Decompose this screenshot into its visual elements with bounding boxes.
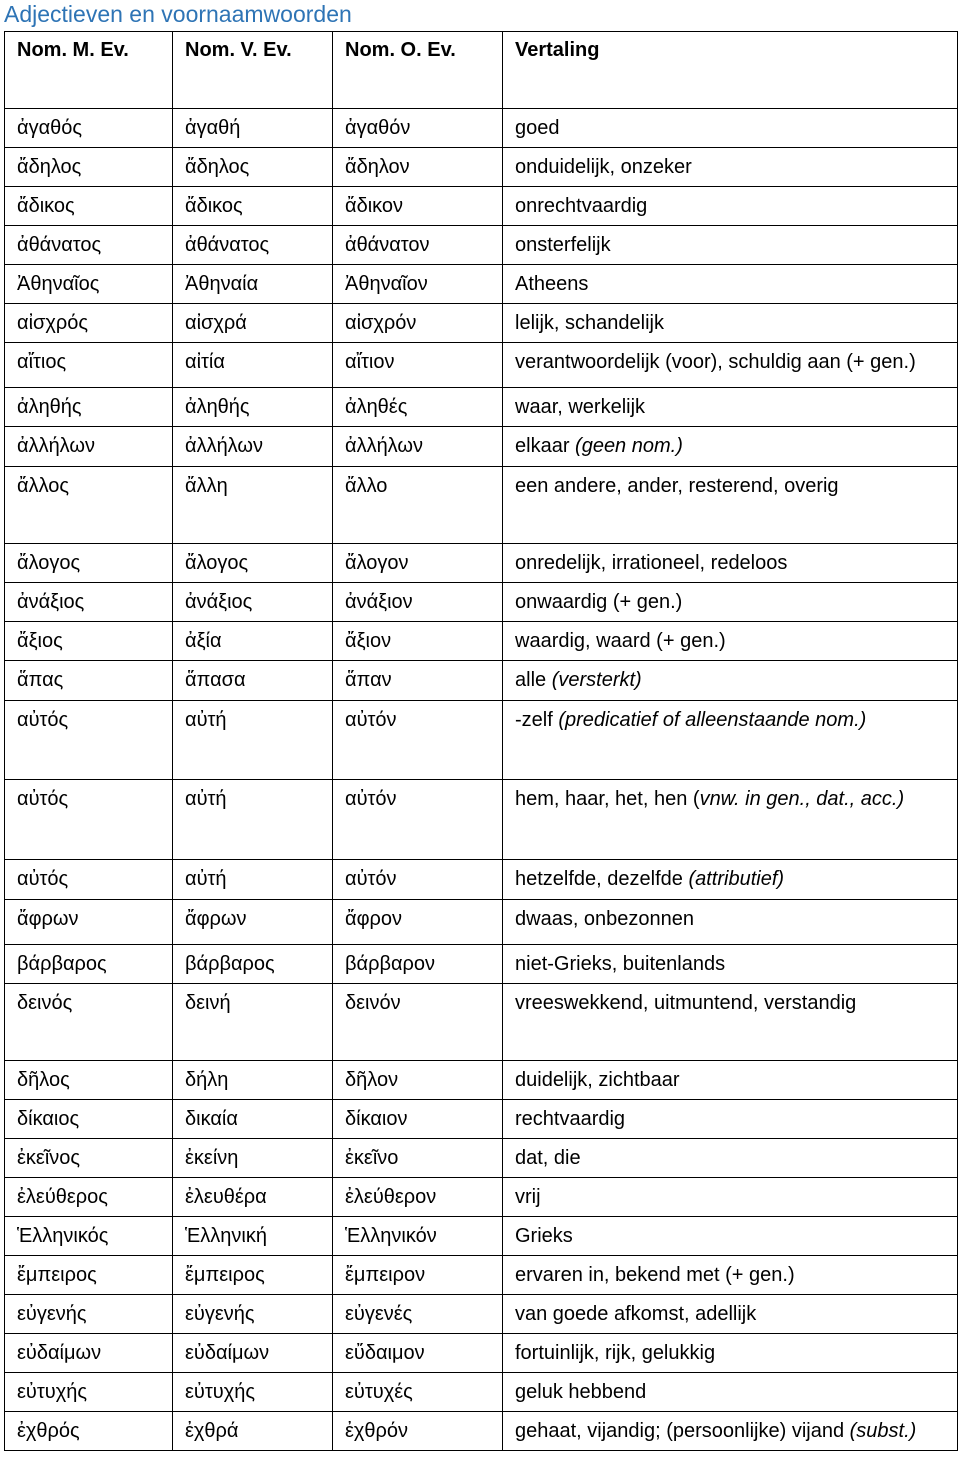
cell-neut: ἀλλήλων	[333, 427, 503, 467]
cell-masc: ἀλλήλων	[5, 427, 173, 467]
cell-fem: ἄδικος	[173, 187, 333, 226]
translation-text: waar, werkelijk	[515, 396, 646, 418]
cell-neut: βάρβαρον	[333, 945, 503, 984]
table-row	[5, 226, 958, 265]
cell-fem: ἄδηλος	[173, 148, 333, 187]
cell-translation	[503, 1100, 958, 1139]
cell-masc: εὐτυχής	[5, 1373, 173, 1412]
cell-masc: εὐγενής	[5, 1295, 173, 1334]
cell-translation	[503, 226, 958, 265]
header-translation: Vertaling	[503, 32, 958, 109]
cell-fem: ἀξία	[173, 622, 333, 661]
cell-translation	[503, 1334, 958, 1373]
table-row	[5, 622, 958, 661]
cell-fem: εὐτυχής	[173, 1373, 333, 1412]
cell-masc: αὐτός	[5, 780, 173, 860]
cell-fem: ἐχθρά	[173, 1412, 333, 1451]
cell-masc: ἅπας	[5, 661, 173, 701]
translation-text: niet-Grieks, buitenlands	[515, 953, 726, 975]
table-row	[5, 1412, 958, 1451]
cell-translation	[503, 1217, 958, 1256]
table-row	[5, 1061, 958, 1100]
cell-masc: δίκαιος	[5, 1100, 173, 1139]
cell-fem: ἀγαθή	[173, 109, 333, 148]
cell-masc: ἄλλος	[5, 467, 173, 544]
cell-masc: ἄξιος	[5, 622, 173, 661]
cell-neut: εὐτυχές	[333, 1373, 503, 1412]
cell-neut: ἀγαθόν	[333, 109, 503, 148]
cell-neut: Ἀθηναῖον	[333, 265, 503, 304]
table-row	[5, 701, 958, 780]
cell-translation	[503, 984, 958, 1061]
translation-note: vnw. in gen., dat., acc.)	[699, 788, 905, 810]
cell-neut: ἐχθρόν	[333, 1412, 503, 1451]
table-row	[5, 467, 958, 544]
cell-neut: ἐλεύθερον	[333, 1178, 503, 1217]
cell-fem: ἀθάνατος	[173, 226, 333, 265]
table-row	[5, 304, 958, 343]
translation-text: -zelf	[515, 709, 559, 731]
cell-masc: αὐτός	[5, 860, 173, 900]
cell-neut: αἰσχρόν	[333, 304, 503, 343]
translation-text: onsterfelijk	[515, 234, 611, 256]
cell-masc: ἐχθρός	[5, 1412, 173, 1451]
cell-fem: ἄλλη	[173, 467, 333, 544]
cell-translation	[503, 467, 958, 544]
cell-fem: ἄλογος	[173, 544, 333, 583]
cell-fem: ἐκείνη	[173, 1139, 333, 1178]
cell-masc: ἔμπειρος	[5, 1256, 173, 1295]
translation-text: onwaardig (+ gen.)	[515, 591, 683, 613]
header-fem: Nom. V. Ev.	[173, 32, 333, 109]
cell-fem: ἅπασα	[173, 661, 333, 701]
table-row	[5, 780, 958, 860]
header-neut: Nom. O. Ev.	[333, 32, 503, 109]
translation-note: (geen nom.)	[575, 435, 683, 457]
cell-masc: ἄδικος	[5, 187, 173, 226]
translation-text: onrechtvaardig	[515, 195, 648, 217]
cell-translation	[503, 945, 958, 984]
table-row	[5, 1139, 958, 1178]
table-row	[5, 1373, 958, 1412]
cell-translation	[503, 148, 958, 187]
cell-masc: εὐδαίμων	[5, 1334, 173, 1373]
cell-fem: ἀληθής	[173, 388, 333, 427]
translation-note: (versterkt)	[551, 669, 642, 691]
cell-translation	[503, 1295, 958, 1334]
cell-neut: ἄλογον	[333, 544, 503, 583]
translation-text: goed	[515, 117, 560, 139]
translation-text: Grieks	[515, 1225, 573, 1247]
cell-neut: ἄφρον	[333, 900, 503, 945]
cell-masc: δῆλος	[5, 1061, 173, 1100]
cell-neut: δῆλον	[333, 1061, 503, 1100]
translation-text: elkaar	[515, 435, 576, 457]
cell-neut: ἅπαν	[333, 661, 503, 701]
cell-masc: ἄφρων	[5, 900, 173, 945]
cell-masc: ἀληθής	[5, 388, 173, 427]
cell-translation	[503, 427, 958, 467]
translation-text: van goede afkomst, adellijk	[515, 1303, 757, 1325]
table-row	[5, 1100, 958, 1139]
translation-note: (predicatief of alleenstaande nom.)	[558, 709, 867, 731]
translation-text: geluk hebbend	[515, 1381, 647, 1403]
cell-neut: αἴτιον	[333, 343, 503, 388]
cell-translation	[503, 780, 958, 860]
cell-fem: εὐγενής	[173, 1295, 333, 1334]
cell-masc: ἄδηλος	[5, 148, 173, 187]
cell-masc: αὐτός	[5, 701, 173, 780]
table-row	[5, 661, 958, 701]
table-row	[5, 544, 958, 583]
table-row	[5, 1178, 958, 1217]
translation-text: dwaas, onbezonnen	[515, 908, 695, 930]
table-row	[5, 187, 958, 226]
cell-neut: αὐτόν	[333, 780, 503, 860]
cell-fem: βάρβαρος	[173, 945, 333, 984]
cell-masc: Ἀθηναῖος	[5, 265, 173, 304]
cell-fem: αὐτή	[173, 780, 333, 860]
cell-fem: Ἑλληνική	[173, 1217, 333, 1256]
cell-neut: ἄξιον	[333, 622, 503, 661]
cell-fem: ἄφρων	[173, 900, 333, 945]
cell-translation	[503, 1373, 958, 1412]
table-row	[5, 583, 958, 622]
translation-text: rechtvaardig	[515, 1108, 626, 1130]
cell-neut: ἄδικον	[333, 187, 503, 226]
translation-text: dat, die	[515, 1147, 581, 1169]
cell-fem: ἀλλήλων	[173, 427, 333, 467]
cell-masc: αἴτιος	[5, 343, 173, 388]
cell-fem: ἐλευθέρα	[173, 1178, 333, 1217]
cell-neut: ἄδηλον	[333, 148, 503, 187]
translation-text: onredelijk, irrationeel, redeloos	[515, 552, 788, 574]
cell-neut: ἔμπειρον	[333, 1256, 503, 1295]
table-row	[5, 148, 958, 187]
cell-neut: αὐτόν	[333, 860, 503, 900]
page-title: Adjectieven en voornaamwoorden	[4, 1, 352, 27]
cell-translation	[503, 860, 958, 900]
table-row	[5, 265, 958, 304]
cell-translation	[503, 1139, 958, 1178]
translation-text: lelijk, schandelijk	[515, 312, 664, 334]
cell-translation	[503, 701, 958, 780]
translation-text: ervaren in, bekend met (+ gen.)	[515, 1264, 795, 1286]
translation-text: vrij	[515, 1186, 541, 1208]
cell-translation	[503, 1061, 958, 1100]
cell-neut: ἀθάνατον	[333, 226, 503, 265]
table-row	[5, 1334, 958, 1373]
header-row	[5, 32, 958, 109]
table-row	[5, 945, 958, 984]
cell-translation	[503, 343, 958, 388]
table-row	[5, 427, 958, 467]
cell-neut: ἀνάξιον	[333, 583, 503, 622]
cell-fem: ἀνάξιος	[173, 583, 333, 622]
translation-note: (attributief)	[688, 868, 785, 890]
translation-text: een andere, ander, resterend, overig	[515, 475, 839, 497]
translation-note: (subst.)	[849, 1420, 917, 1442]
table-row	[5, 1217, 958, 1256]
table-row	[5, 1295, 958, 1334]
table-row	[5, 900, 958, 945]
table-row	[5, 860, 958, 900]
translation-text: gehaat, vijandig; (persoonlijke) vijand	[515, 1420, 850, 1442]
cell-translation	[503, 1178, 958, 1217]
cell-fem: αἰτία	[173, 343, 333, 388]
cell-neut: ἄλλο	[333, 467, 503, 544]
translation-text: hem, haar, het, hen (	[515, 788, 700, 810]
cell-translation	[503, 1256, 958, 1295]
translation-text: hetzelfde, dezelfde	[515, 868, 689, 890]
translation-text: Atheens	[515, 273, 589, 295]
cell-neut: δεινόν	[333, 984, 503, 1061]
cell-masc: ἐλεύθερος	[5, 1178, 173, 1217]
cell-fem: εὐδαίμων	[173, 1334, 333, 1373]
cell-fem: Ἀθηναία	[173, 265, 333, 304]
table-row	[5, 343, 958, 388]
cell-masc: ἐκεῖνος	[5, 1139, 173, 1178]
cell-translation	[503, 544, 958, 583]
cell-masc: βάρβαρος	[5, 945, 173, 984]
translation-text: waardig, waard (+ gen.)	[515, 630, 726, 652]
cell-fem: δικαία	[173, 1100, 333, 1139]
cell-masc: δεινός	[5, 984, 173, 1061]
translation-text: verantwoordelijk (voor), schuldig aan (+ gen.)	[515, 351, 916, 373]
cell-translation	[503, 304, 958, 343]
cell-fem: αἰσχρά	[173, 304, 333, 343]
cell-masc: ἀνάξιος	[5, 583, 173, 622]
cell-masc: ἀθάνατος	[5, 226, 173, 265]
cell-neut: ἀληθές	[333, 388, 503, 427]
cell-fem: δεινή	[173, 984, 333, 1061]
cell-translation	[503, 109, 958, 148]
table-row	[5, 984, 958, 1061]
header-masc: Nom. M. Ev.	[5, 32, 173, 109]
cell-neut: εὐγενές	[333, 1295, 503, 1334]
cell-neut: αὐτόν	[333, 701, 503, 780]
cell-translation	[503, 583, 958, 622]
cell-fem: αὐτή	[173, 860, 333, 900]
cell-neut: δίκαιον	[333, 1100, 503, 1139]
translation-text: onduidelijk, onzeker	[515, 156, 692, 178]
cell-translation	[503, 1412, 958, 1451]
table-row	[5, 109, 958, 148]
table-row	[5, 388, 958, 427]
cell-fem: αὐτή	[173, 701, 333, 780]
cell-masc: ἄλογος	[5, 544, 173, 583]
cell-translation	[503, 187, 958, 226]
vocabulary-table	[4, 31, 958, 1451]
cell-neut: εὔδαιμον	[333, 1334, 503, 1373]
cell-translation	[503, 265, 958, 304]
cell-translation	[503, 900, 958, 945]
translation-text: fortuinlijk, rijk, gelukkig	[515, 1342, 716, 1364]
cell-translation	[503, 661, 958, 701]
table-row	[5, 1256, 958, 1295]
translation-text: alle	[515, 669, 552, 691]
translation-text: duidelijk, zichtbaar	[515, 1069, 680, 1091]
cell-fem: ἔμπειρος	[173, 1256, 333, 1295]
table-body	[5, 109, 958, 1451]
cell-translation	[503, 388, 958, 427]
cell-neut: ἐκεῖνο	[333, 1139, 503, 1178]
cell-masc: αἰσχρός	[5, 304, 173, 343]
cell-masc: ἀγαθός	[5, 109, 173, 148]
cell-neut: Ἑλληνικόν	[333, 1217, 503, 1256]
cell-translation	[503, 622, 958, 661]
cell-masc: Ἑλληνικός	[5, 1217, 173, 1256]
translation-text: vreeswekkend, uitmuntend, verstandig	[515, 992, 857, 1014]
cell-fem: δήλη	[173, 1061, 333, 1100]
